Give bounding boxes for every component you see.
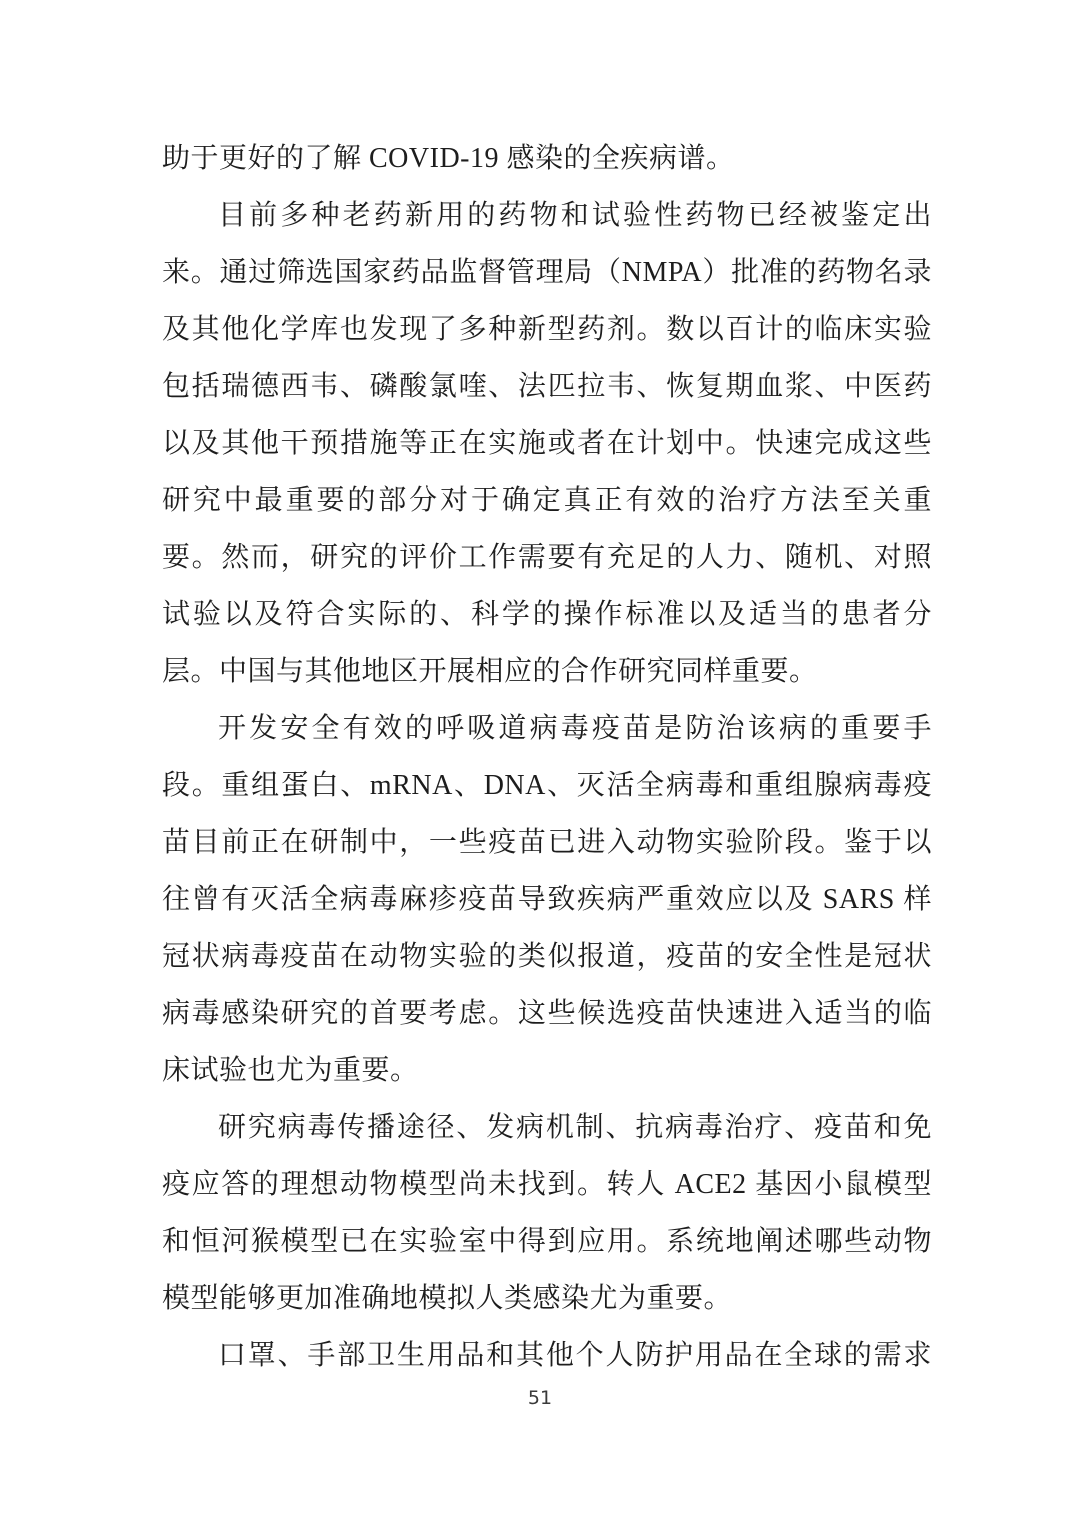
text-line: 病毒感染研究的首要考虑。这些候选疫苗快速进入适当的临: [162, 998, 932, 1029]
text-line: 层。中国与其他地区开展相应的合作研究同样重要。: [162, 656, 818, 687]
document-text-block: [162, 130, 932, 1384]
text-line: 以及其他干预措施等正在实施或者在计划中。快速完成这些: [162, 428, 932, 459]
text-line: 目前多种老药新用的药物和试验性药物已经被鉴定出: [218, 200, 932, 231]
text-line: 包括瑞德西韦、磷酸氯喹、法匹拉韦、恢复期血浆、中医药: [162, 371, 932, 402]
text-line: 来。通过筛选国家药品监督管理局（NMPA）批准的药物名录: [162, 257, 932, 288]
text-line: 苗目前正在研制中，一些疫苗已进入动物实验阶段。鉴于以: [162, 827, 932, 858]
text-line: 助于更好的了解 COVID-19 感染的全疾病谱。: [162, 143, 735, 174]
text-line: 研究中最重要的部分对于确定真正有效的治疗方法至关重: [162, 485, 932, 516]
text-line: 开发安全有效的呼吸道病毒疫苗是防治该病的重要手: [218, 713, 932, 744]
text-line: 和恒河猴模型已在实验室中得到应用。系统地阐述哪些动物: [162, 1226, 932, 1257]
text-line: 冠状病毒疫苗在动物实验的类似报道，疫苗的安全性是冠状: [162, 941, 932, 972]
text-line: 段。重组蛋白、mRNA、DNA、灭活全病毒和重组腺病毒疫: [162, 770, 932, 801]
text-line: 疫应答的理想动物模型尚未找到。转人 ACE2 基因小鼠模型: [162, 1169, 932, 1200]
text-line: 试验以及符合实际的、科学的操作标准以及适当的患者分: [162, 599, 932, 630]
text-line: 要。然而，研究的评价工作需要有充足的人力、随机、对照: [162, 542, 932, 573]
page-number: 51: [527, 1387, 553, 1409]
text-line: 床试验也尤为重要。: [162, 1055, 419, 1086]
text-line: 往曾有灭活全病毒麻疹疫苗导致疾病严重效应以及 SARS 样: [162, 884, 932, 915]
text-line: 研究病毒传播途径、发病机制、抗病毒治疗、疫苗和免: [218, 1112, 932, 1143]
text-line: 及其他化学库也发现了多种新型药剂。数以百计的临床实验: [162, 314, 932, 345]
text-line: 模型能够更加准确地模拟人类感染尤为重要。: [162, 1283, 733, 1314]
text-line: 口罩、手部卫生用品和其他个人防护用品在全球的需求: [218, 1340, 932, 1371]
